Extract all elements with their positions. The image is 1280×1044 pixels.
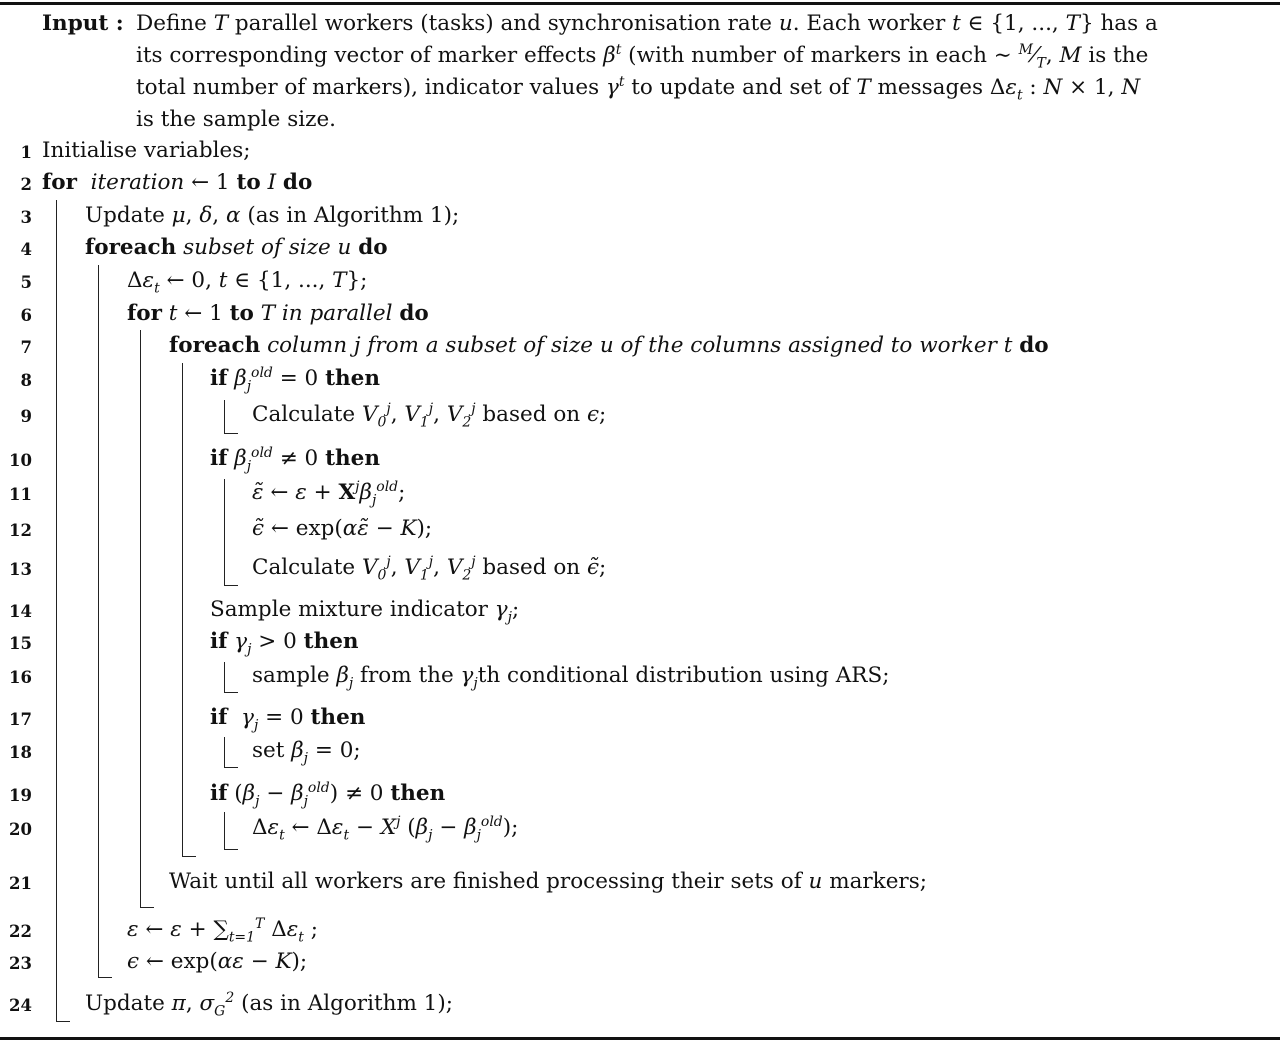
line-number: 7: [20, 338, 32, 357]
block-bar-for-iteration: [56, 200, 57, 1022]
line-number: 24: [9, 996, 32, 1015]
input-label: Input :: [42, 11, 124, 36]
algo-line-24: Update π, $\sigma_G^2$ (as in Algorithm 1);: [85, 989, 453, 1020]
bottom-rule: [0, 1037, 1280, 1040]
line-number: 10: [9, 451, 32, 470]
input-description: [136, 8, 1254, 136]
block-bar-if-3: [224, 662, 225, 693]
algo-line-12: ϵ̃ ← exp(αε̃ − K);: [252, 516, 433, 541]
line-number: 1: [20, 143, 32, 162]
line-number: 23: [9, 954, 32, 973]
line-number: 20: [9, 820, 32, 839]
algo-line-21: Wait until all workers are finished processing their sets of u markers;: [169, 869, 927, 894]
line-number: 16: [9, 668, 32, 687]
algo-line-3: Update μ, δ, α (as in Algorithm 1);: [85, 203, 460, 228]
algo-line-23: ϵ ← exp(αε − K);: [127, 949, 308, 974]
algo-line-10: if $\beta_j^{old} \ne 0$ then: [210, 444, 380, 475]
algo-line-2: for iteration ← 1 to I do: [42, 170, 313, 195]
algo-line-1: Initialise variables;: [42, 138, 251, 163]
algo-line-8: if $\beta_j^{old} = 0$ then: [210, 364, 380, 395]
algo-line-15: if $\gamma_j > 0$ then: [210, 629, 359, 658]
algo-line-14: Sample mixture indicator $\gamma_j$;: [210, 597, 520, 626]
block-bar-if-2: [224, 479, 225, 586]
block-end-if-1: [224, 433, 238, 434]
input-line-2: its corresponding vector of marker effects $\beta^t$ (with number of markers in each ∼ $^M⁄_T$, M is the: [136, 41, 1149, 72]
line-number: 6: [20, 306, 32, 325]
line-number: 22: [9, 922, 32, 941]
line-number: 5: [20, 273, 32, 292]
algo-line-17: if $\gamma_j = 0$ then: [210, 705, 366, 734]
line-number: 4: [20, 240, 32, 259]
block-end-if-4: [224, 767, 238, 768]
line-number: 8: [20, 371, 32, 390]
top-rule: [0, 2, 1280, 5]
block-bar-if-1: [224, 400, 225, 434]
algo-line-6: for t ← 1 to T in parallel do: [127, 301, 429, 326]
input-line-4: is the sample size.: [136, 107, 337, 132]
block-bar-if-5: [224, 812, 225, 850]
input-line-3: total number of markers), indicator values $\gamma^t$ to update and set of T messages $\Delta\varepsilon_t$ : N × 1, N: [136, 73, 1141, 104]
algo-line-13: Calculate $V_0^j$, $V_1^j$, $V_2^j$ based on ϵ̃;: [252, 553, 607, 584]
block-end-if-5: [224, 849, 238, 850]
algo-line-16: sample $\beta_j$ from the $\gamma_jth$ conditional distribution using ARS;: [252, 663, 890, 692]
line-number: 3: [20, 208, 32, 227]
line-number: 18: [9, 743, 32, 762]
algo-line-11: ε̃ ← $\varepsilon + X^j\beta_j^{old}$;: [252, 478, 406, 509]
input-line-1: Define T parallel workers (tasks) and synchronisation rate u. Each worker t ∈ {1, ..., T} has a: [136, 11, 1158, 36]
algo-line-5: $\Delta\varepsilon_t$ ← 0, t ∈ {1, ..., T};: [127, 268, 368, 297]
line-number: 14: [9, 602, 32, 621]
block-end-for-iteration: [56, 1021, 70, 1022]
block-end-if-3: [224, 692, 238, 693]
block-end-foreach-column: [182, 856, 196, 857]
algo-line-22: ε ← $\varepsilon + \sum_{t=1}^T$ $\Delta\varepsilon_t$ ;: [127, 915, 318, 946]
line-number: 11: [9, 485, 32, 504]
line-number: 21: [9, 874, 32, 893]
block-end-foreach-subset: [98, 977, 112, 978]
block-bar-if-4: [224, 737, 225, 768]
algo-line-7: foreach column j from a subset of size u of the columns assigned to worker t do: [169, 333, 1049, 358]
algo-line-18: set $\beta_j = 0$;: [252, 738, 361, 767]
line-number: 12: [9, 521, 32, 540]
block-bar-for-parallel: [140, 330, 141, 908]
line-number: 13: [9, 560, 32, 579]
block-bar-foreach-column: [182, 363, 183, 857]
line-number: 2: [20, 175, 32, 194]
algo-line-4: foreach subset of size u do: [85, 235, 388, 260]
block-end-if-2: [224, 585, 238, 586]
line-number: 9: [20, 407, 32, 426]
line-number: 15: [9, 634, 32, 653]
algo-line-20: $\Delta\varepsilon_t$ ← $\Delta\varepsilon_t - X^j$ $(\beta_j - \beta_j^{old})$;: [252, 813, 519, 844]
algo-line-19: if $(\beta_j - \beta_j^{old}) \ne 0$ then: [210, 779, 446, 810]
block-bar-foreach-subset: [98, 265, 99, 978]
algo-line-9: Calculate $V_0^j$, $V_1^j$, $V_2^j$ based on ϵ;: [252, 400, 607, 431]
line-number: 17: [9, 710, 32, 729]
block-end-for-parallel: [140, 907, 154, 908]
line-number: 19: [9, 786, 32, 805]
